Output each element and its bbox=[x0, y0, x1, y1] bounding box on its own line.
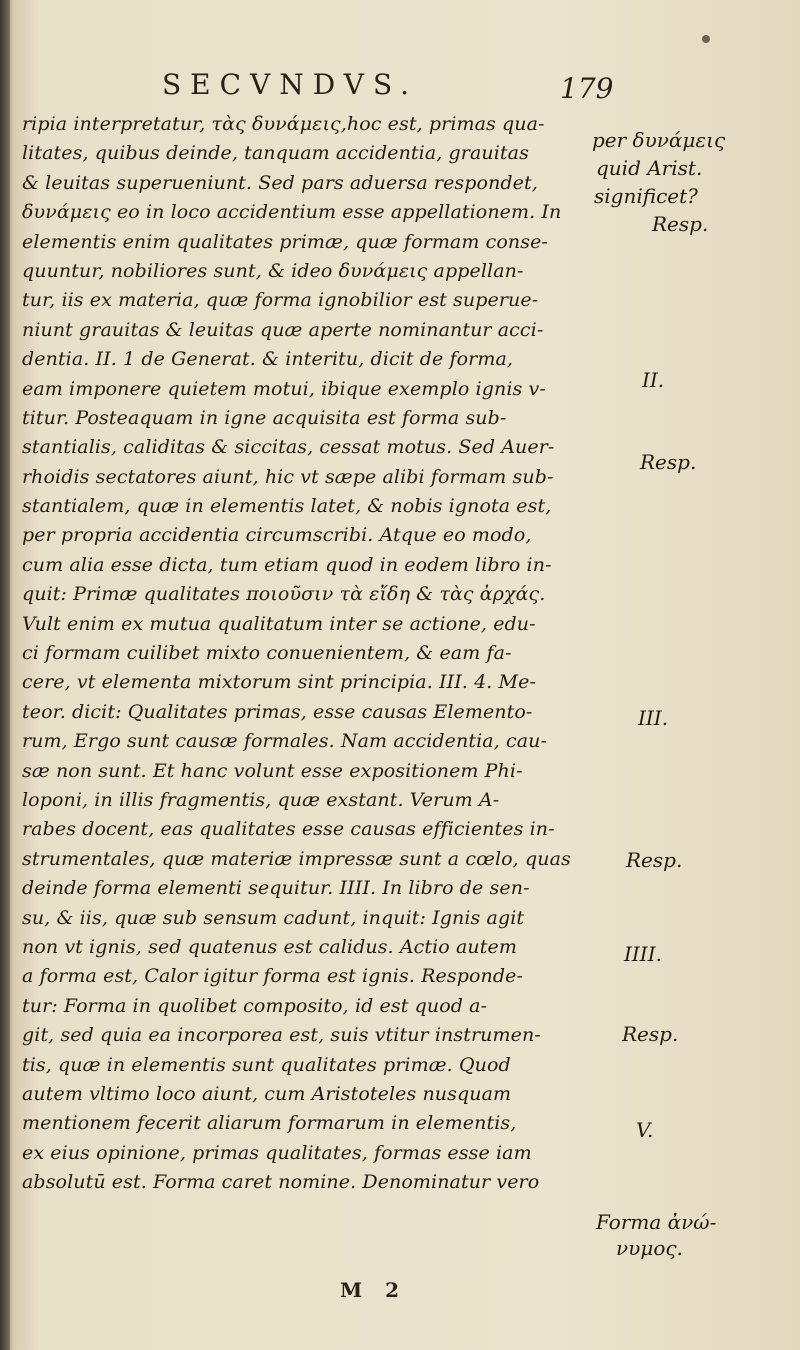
text-line: a forma est, Calor igitur forma est ignis. Responde- bbox=[22, 965, 523, 988]
ink-spot bbox=[702, 35, 710, 43]
text-line: cere, vt elementa mixtorum sint principia. III. 4. Me- bbox=[22, 671, 536, 694]
margin-note: significet? bbox=[594, 184, 698, 208]
text-line: stantialis, caliditas & siccitas, cessat motus. Sed Auer- bbox=[22, 436, 555, 459]
text-line: rum, Ergo sunt causæ formales. Nam accidentia, cau- bbox=[22, 730, 547, 753]
text-line: titur. Posteaquam in igne acquisita est forma sub- bbox=[22, 406, 507, 429]
margin-note: Resp. bbox=[640, 450, 697, 474]
text-line: su, & iis, quæ sub sensum cadunt, inquit: Ignis agit bbox=[22, 906, 525, 929]
text-line: tur: Forma in quolibet composito, id est quod a- bbox=[22, 994, 488, 1017]
text-line: sæ non sunt. Et hanc volunt esse expositionem Phi- bbox=[22, 759, 523, 782]
text-line: ex eius opinione, primas qualitates, formas esse iam bbox=[22, 1141, 532, 1164]
text-line: git, sed quia ea incorporea est, suis vtitur instrumen- bbox=[22, 1024, 541, 1047]
margin-notes bbox=[590, 110, 795, 1260]
margin-note: Resp. bbox=[652, 212, 709, 236]
margin-note: Forma ἀνώ- bbox=[596, 1210, 717, 1234]
text-line: quuntur, nobiliores sunt, & ideo δυνάμεις appellan- bbox=[22, 259, 524, 282]
margin-note: V. bbox=[636, 1118, 654, 1142]
text-line: loponi, in illis fragmentis, quæ exstant. Verum A- bbox=[22, 788, 500, 811]
margin-note: νυμος. bbox=[616, 1236, 683, 1260]
text-line: tis, quæ in elementis sunt qualitates primæ. Quod bbox=[22, 1053, 511, 1076]
text-line: non vt ignis, sed quatenus est calidus. Actio autem bbox=[22, 935, 517, 958]
page-gutter-shadow bbox=[0, 0, 10, 1350]
text-line: cum alia esse dicta, tum etiam quod in eodem libro in- bbox=[22, 553, 552, 576]
margin-note: per δυνάμεις bbox=[592, 128, 726, 152]
text-line: Vult enim ex mutua qualitatum inter se actione, edu- bbox=[22, 612, 536, 635]
text-line: dentia. II. 1 de Generat. & interitu, dicit de forma, bbox=[22, 348, 514, 371]
text-line: deinde forma elementi sequitur. IIII. In libro de sen- bbox=[22, 877, 530, 900]
page-number: 179 bbox=[560, 72, 614, 105]
text-line: absolutū est. Forma caret nomine. Denominatur vero bbox=[22, 1171, 540, 1194]
margin-note: II. bbox=[642, 368, 665, 392]
margin-note: quid Arist. bbox=[596, 156, 703, 180]
running-title: SECVNDVS. bbox=[162, 68, 419, 101]
text-line: tur, iis ex materia, quæ forma ignobilior est superue- bbox=[22, 289, 539, 312]
text-line: eam imponere quietem motui, ibique exemplo ignis v- bbox=[22, 377, 546, 400]
text-line: ci formam cuilibet mixto conuenientem, & eam fa- bbox=[22, 642, 512, 665]
text-line: ripia interpretatur, τὰς δυνάμεις,hoc est, primas qua- bbox=[22, 113, 545, 135]
text-line: rabes docent, eas qualitates esse causas efficientes in- bbox=[22, 818, 555, 841]
text-line: δυνάμεις eo in loco accidentium esse appellationem. In bbox=[22, 201, 562, 224]
text-line: litates, quibus deinde, tanquam accidentia, grauitas bbox=[22, 142, 529, 165]
text-line: niunt grauitas & leuitas quæ aperte nominantur acci- bbox=[22, 318, 544, 341]
page-header bbox=[0, 68, 800, 112]
margin-note: Resp. bbox=[626, 848, 683, 872]
body-text bbox=[22, 110, 610, 1197]
text-line: stantialem, quæ in elementis latet, & nobis ignota est, bbox=[22, 495, 552, 518]
text-line: elementis enim qualitates primæ, quæ formam conse- bbox=[22, 230, 548, 253]
text-line: strumentales, quæ materiæ impressæ sunt a cœlo, quas bbox=[22, 847, 571, 870]
margin-note: III. bbox=[638, 706, 669, 730]
text-line: & leuitas superueniunt. Sed pars aduersa respondet, bbox=[22, 171, 538, 194]
text-line: per propria accidentia circumscribi. Atque eo modo, bbox=[22, 524, 532, 547]
margin-note: IIII. bbox=[624, 942, 662, 966]
signature-mark: M 2 bbox=[340, 1278, 408, 1302]
text-line: quit: Primæ qualitates ποιοῦσιν τὰ εἴδη & τὰς ἀρχάς. bbox=[22, 583, 546, 606]
margin-note: Resp. bbox=[622, 1022, 679, 1046]
text-line: rhoidis sectatores aiunt, hic vt sæpe alibi formam sub- bbox=[22, 465, 554, 488]
text-line: mentionem fecerit aliarum formarum in elementis, bbox=[22, 1112, 517, 1135]
text-line: autem vltimo loco aiunt, cum Aristoteles nusquam bbox=[22, 1082, 512, 1105]
text-line: teor. dicit: Qualitates primas, esse causas Elemento- bbox=[22, 700, 533, 723]
